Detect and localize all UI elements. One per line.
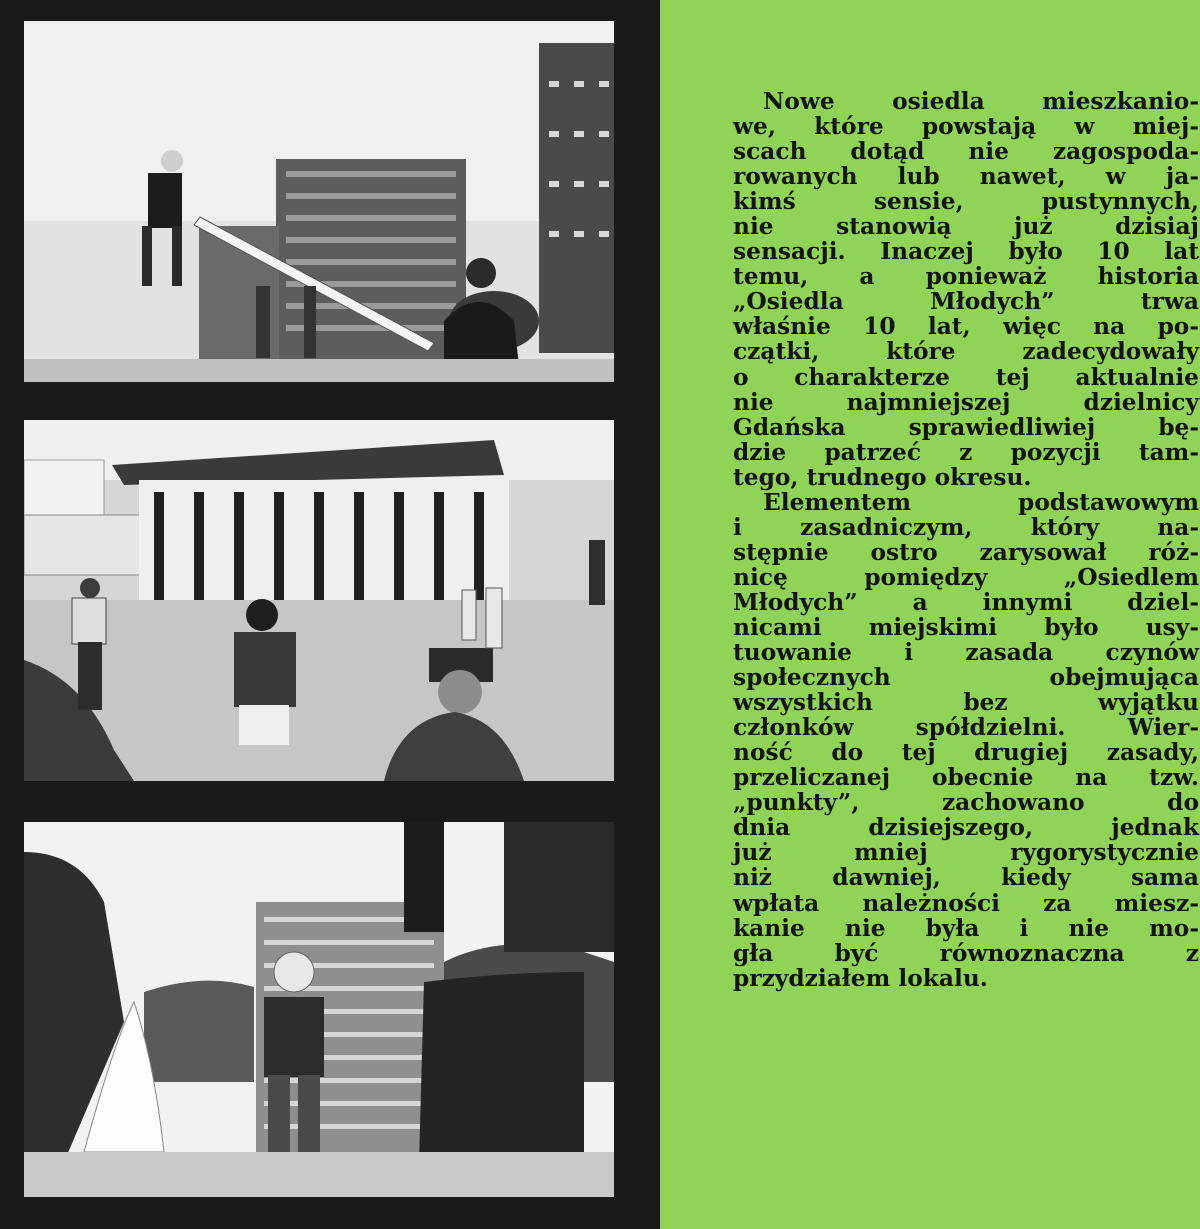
article-line: członków spółdzielni. Wier-	[733, 714, 1199, 742]
article-line: nie stanowią już dzisiaj	[733, 213, 1199, 241]
article-line: Elementem podstawowym	[763, 488, 1199, 516]
article-line: tego, trudnego okresu.	[733, 463, 1032, 491]
article-line: dnia dzisiejszego, jednak	[733, 814, 1199, 842]
article-line: tuowanie i zasada czynów	[733, 639, 1199, 667]
article-line: nicę pomiędzy „Osiedlem	[733, 563, 1199, 591]
article-line: niż dawniej, kiedy sama	[733, 864, 1199, 892]
photo-pavilion-image	[24, 420, 614, 781]
article-line: czątki, które zadecydowały	[733, 338, 1199, 366]
article-line: Gdańska sprawiedliwiej bę-	[733, 413, 1199, 441]
article-line: Nowe osiedla mieszkanio-	[763, 88, 1199, 115]
article-line: przydziałem lokalu.	[733, 964, 988, 992]
article-line: wszystkich bez wyjątku	[733, 689, 1199, 717]
photo-child-rocks	[24, 822, 614, 1197]
article-line: o charakterze tej aktualnie	[733, 363, 1199, 391]
article-line: społecznych obejmująca	[733, 664, 1199, 692]
article-line: kanie nie była i nie mo-	[733, 914, 1199, 942]
article-line: „punkty”, zachowano do	[733, 789, 1199, 817]
article-line: we, które powstają w miej-	[733, 113, 1199, 141]
article-line: nie najmniejszej dzielnicy	[733, 388, 1199, 416]
article-line: i zasadniczym, który na-	[733, 513, 1199, 541]
article-line: właśnie 10 lat, więc na po-	[733, 313, 1199, 341]
article-line: Młodych” a innymi dziel-	[733, 588, 1199, 616]
article-line: wpłata należności za miesz-	[733, 889, 1199, 917]
article-text	[733, 89, 1199, 991]
photo-child-image	[24, 822, 614, 1197]
article-line: rowanych lub nawet, w ja-	[733, 163, 1199, 191]
article-line: temu, a ponieważ historia	[733, 263, 1199, 291]
article-line: sensacji. Inaczej było 10 lat	[733, 238, 1199, 266]
article-line: stępnie ostro zarysował róż-	[733, 538, 1199, 566]
article-line: „Osiedla Młodych” trwa	[733, 288, 1199, 316]
article-line: dzie patrzeć z pozycji tam-	[733, 438, 1199, 466]
article-line: ność do tej drugiej zasady,	[733, 739, 1199, 767]
photo-seesaw-playground	[24, 21, 614, 382]
article-line: scach dotąd nie zagospoda-	[733, 138, 1199, 166]
article-line: gła być równoznaczna z	[733, 939, 1199, 967]
article-line: kimś sensie, pustynnych,	[733, 188, 1199, 216]
article-line: już mniej rygorystycznie	[733, 839, 1199, 867]
article-line: przeliczanej obecnie na tzw.	[733, 764, 1199, 792]
photo-seesaw-image	[24, 21, 614, 382]
photo-pavilion-people	[24, 420, 614, 781]
article-line: nicami miejskimi było usy-	[733, 613, 1199, 641]
